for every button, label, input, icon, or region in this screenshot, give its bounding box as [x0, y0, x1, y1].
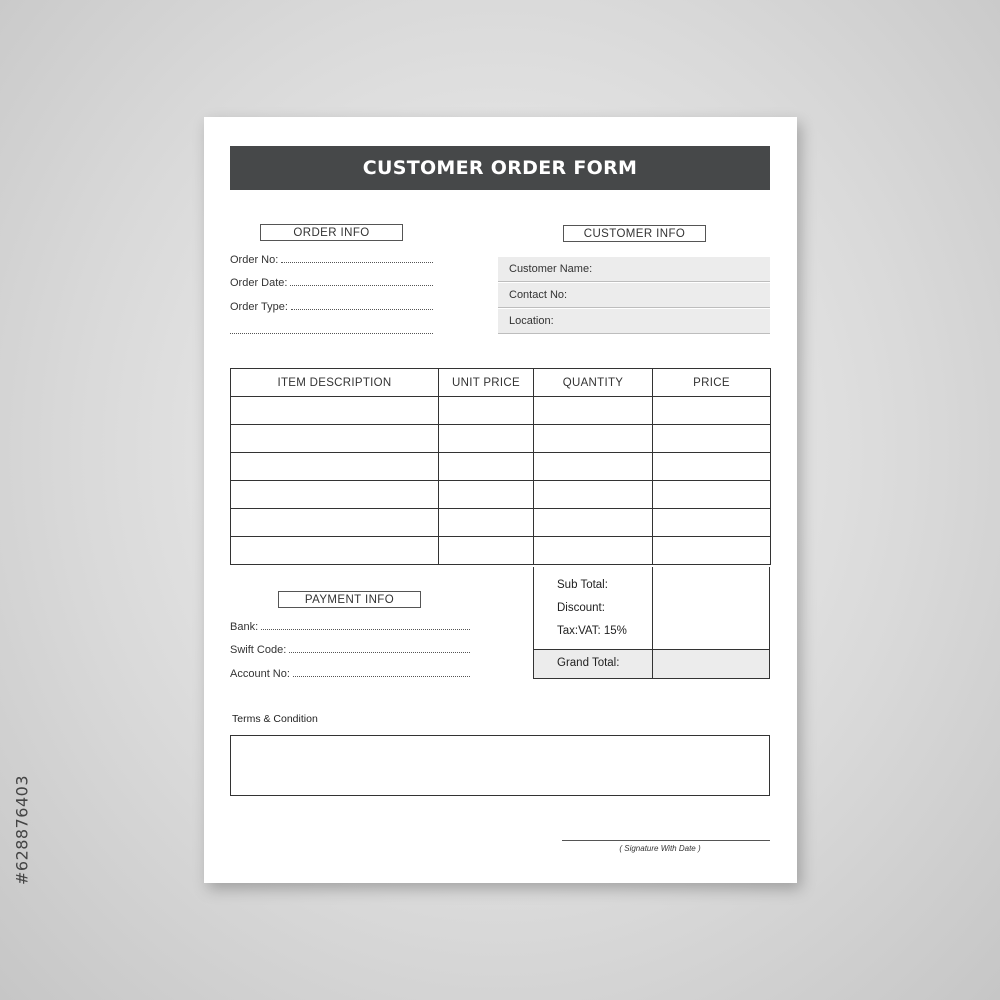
grand-total-label: Grand Total:: [557, 657, 620, 669]
items-table: [230, 368, 771, 565]
totals-divider: [652, 567, 653, 678]
table-cell[interactable]: [534, 397, 653, 425]
table-row: [231, 397, 771, 425]
table-cell[interactable]: [439, 425, 534, 453]
swift-code-label: Swift Code:: [230, 644, 287, 656]
table-row: [231, 509, 771, 537]
bank-field[interactable]: [230, 621, 470, 633]
order-no-label: Order No:: [230, 254, 279, 266]
items-header-row: [231, 369, 771, 397]
table-cell[interactable]: [231, 425, 439, 453]
order-date-label: Order Date:: [230, 277, 288, 289]
col-quantity: QUANTITY: [534, 369, 653, 397]
customer-info-heading: CUSTOMER INFO: [563, 225, 706, 242]
table-cell[interactable]: [653, 453, 771, 481]
table-cell[interactable]: [534, 537, 653, 565]
table-cell[interactable]: [231, 453, 439, 481]
col-item-description: ITEM DESCRIPTION: [231, 369, 439, 397]
order-info-heading: ORDER INFO: [260, 224, 403, 241]
swift-code-line: [289, 651, 470, 653]
order-type-field[interactable]: [230, 301, 433, 313]
tax-label: Tax:VAT: 15%: [557, 625, 627, 637]
col-price: PRICE: [653, 369, 771, 397]
account-no-field[interactable]: [230, 668, 470, 680]
payment-info-heading: PAYMENT INFO: [278, 591, 421, 608]
swift-code-field[interactable]: [230, 644, 470, 656]
table-row: [231, 453, 771, 481]
table-cell[interactable]: [439, 397, 534, 425]
table-row: [231, 481, 771, 509]
terms-box[interactable]: [230, 735, 770, 796]
customer-info-block: [498, 257, 770, 335]
signature-line[interactable]: [562, 840, 770, 841]
table-cell[interactable]: [653, 509, 771, 537]
order-no-line: [281, 261, 433, 263]
terms-heading: Terms & Condition: [232, 713, 318, 725]
customer-name-field[interactable]: Customer Name:: [498, 257, 770, 282]
table-cell[interactable]: [653, 481, 771, 509]
table-cell[interactable]: [653, 537, 771, 565]
stock-image-id: [12, 760, 32, 900]
table-cell[interactable]: [653, 397, 771, 425]
table-cell[interactable]: [439, 481, 534, 509]
table-cell[interactable]: [534, 509, 653, 537]
table-cell[interactable]: [534, 425, 653, 453]
account-no-label: Account No:: [230, 668, 290, 680]
table-cell[interactable]: [231, 481, 439, 509]
order-type-label: Order Type:: [230, 301, 288, 313]
table-cell[interactable]: [231, 509, 439, 537]
order-extra-line[interactable]: [230, 332, 433, 334]
table-row: [231, 537, 771, 565]
form-title: CUSTOMER ORDER FORM: [230, 146, 770, 190]
table-cell[interactable]: [231, 397, 439, 425]
totals-block: [533, 567, 770, 679]
location-field[interactable]: Location:: [498, 309, 770, 334]
table-cell[interactable]: [534, 481, 653, 509]
sub-total-label: Sub Total:: [557, 579, 608, 591]
order-date-line: [290, 284, 433, 286]
bank-line: [261, 628, 470, 630]
contact-no-field[interactable]: Contact No:: [498, 283, 770, 308]
signature-caption: ( Signature With Date ): [619, 844, 701, 853]
table-cell[interactable]: [653, 425, 771, 453]
table-cell[interactable]: [439, 453, 534, 481]
account-no-line: [293, 675, 470, 677]
order-type-line: [291, 308, 433, 310]
order-date-field[interactable]: [230, 277, 433, 289]
discount-label: Discount:: [557, 602, 605, 614]
table-row: [231, 425, 771, 453]
col-unit-price: UNIT PRICE: [439, 369, 534, 397]
order-no-field[interactable]: [230, 254, 433, 266]
stock-image-id-text: #628876403: [12, 774, 32, 886]
bank-label: Bank:: [230, 621, 259, 633]
order-form-page: [204, 117, 797, 883]
table-cell[interactable]: [534, 453, 653, 481]
table-cell[interactable]: [231, 537, 439, 565]
table-cell[interactable]: [439, 509, 534, 537]
table-cell[interactable]: [439, 537, 534, 565]
